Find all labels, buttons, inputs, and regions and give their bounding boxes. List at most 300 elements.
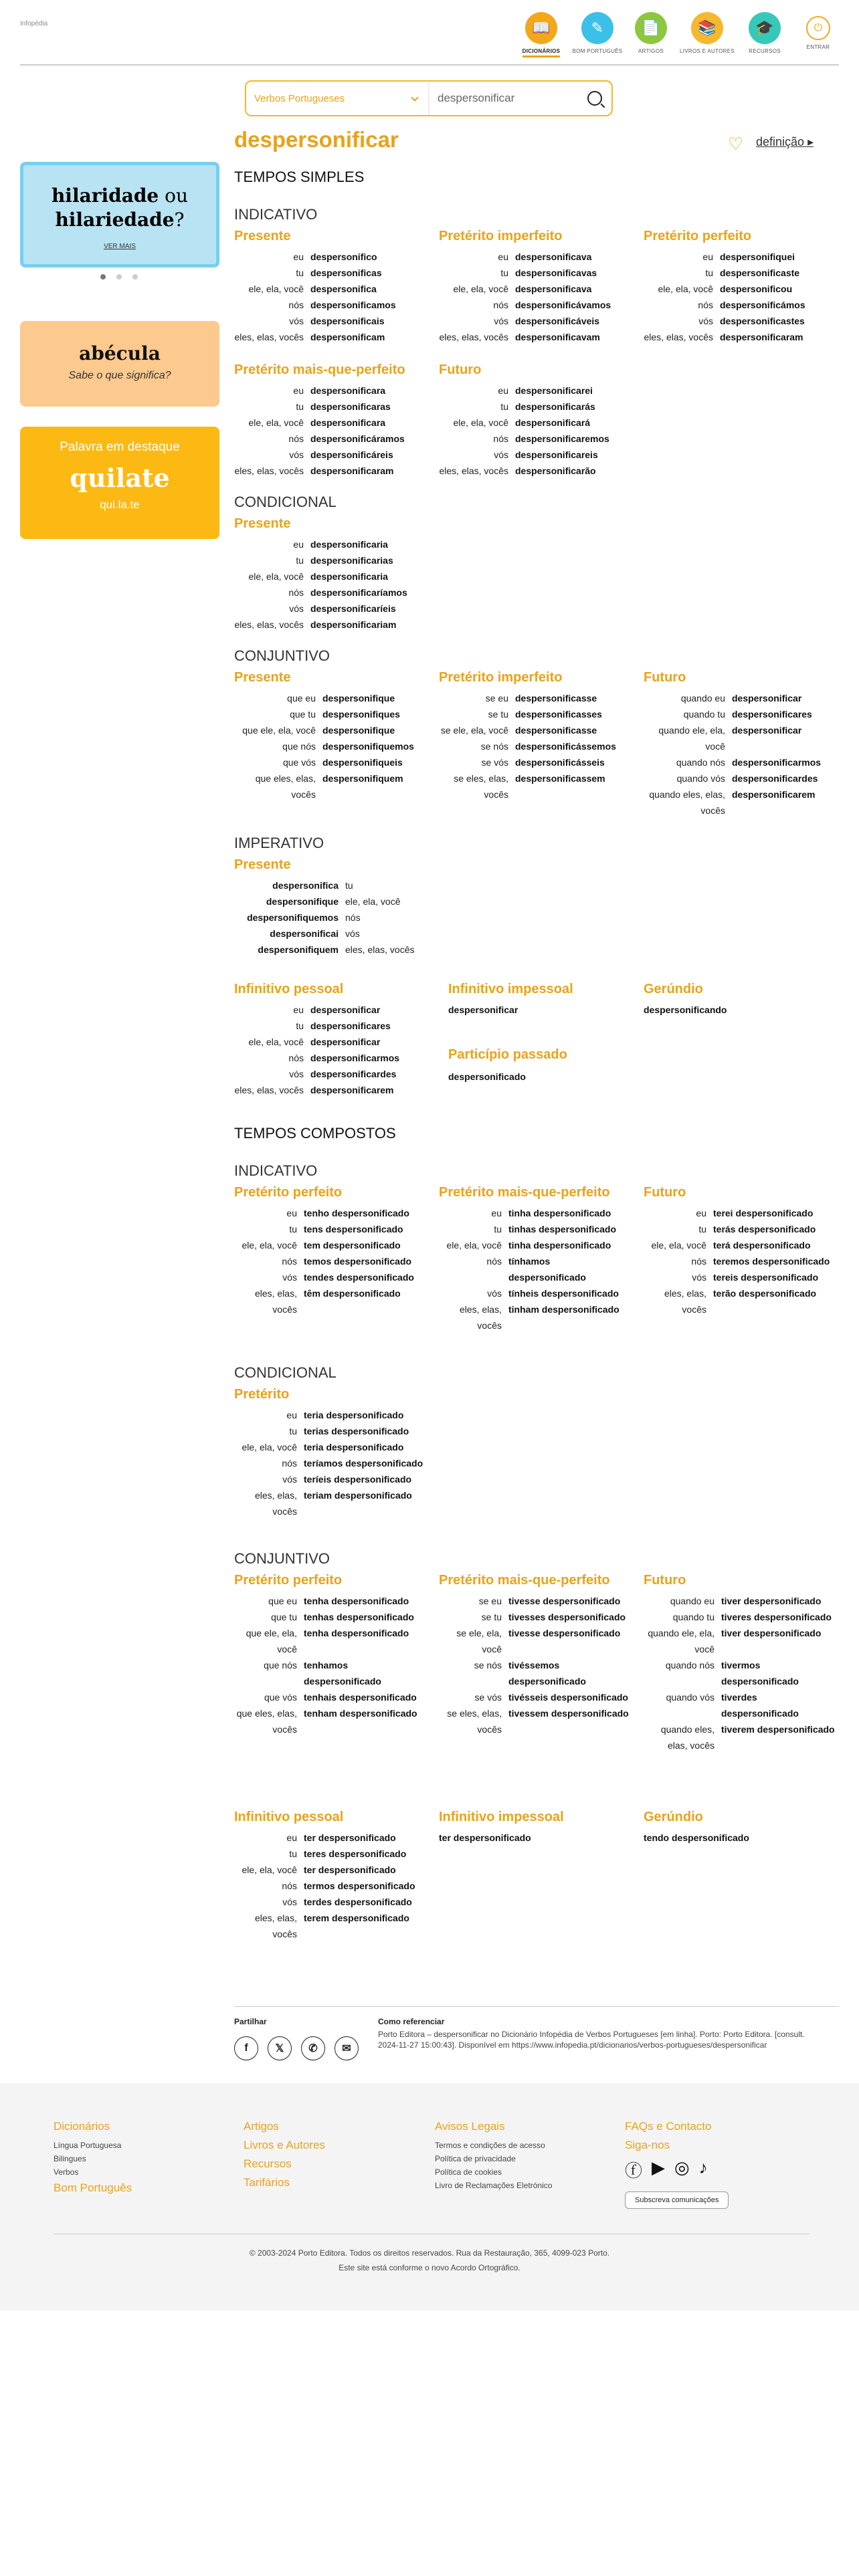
promo-palavra-destaque[interactable] [20, 427, 219, 539]
indicativo-heading: INDICATIVO [234, 206, 318, 223]
conj-table [439, 249, 611, 345]
conj-person: eles, elas, vocês [254, 1288, 297, 1315]
conj-person: eu [491, 1208, 502, 1218]
conj-row [234, 1862, 424, 1878]
conj-person: vós [494, 316, 508, 326]
conj-row [644, 1689, 835, 1721]
carousel-dot[interactable] [116, 274, 122, 280]
conj-row [644, 1657, 835, 1689]
pencil-icon: ✎ [581, 12, 613, 44]
conj-row [644, 1253, 834, 1269]
conj-row [234, 1002, 399, 1018]
section-title: Pretérito perfeito [234, 1573, 343, 1588]
conj-row [439, 770, 616, 802]
section-title: Presente [234, 516, 291, 531]
footer-link[interactable]: Bom Português [54, 2181, 132, 2194]
conj-row [439, 1705, 629, 1737]
nav-livros-autores[interactable] [678, 12, 736, 54]
conj-person: se tu [481, 1612, 502, 1622]
heart-icon[interactable]: ♡ [728, 134, 744, 154]
footer-link[interactable]: Política de cookies [435, 2167, 502, 2177]
conj-person: ele, ela, você [248, 284, 304, 294]
conj-form: despersonifica [310, 284, 377, 294]
conj-person: quando vós [666, 1692, 714, 1703]
conj-row [439, 383, 609, 399]
social-icons [625, 2157, 729, 2182]
footer-link[interactable]: Bilingues [54, 2154, 86, 2163]
conj-form: despersonifiquemos [247, 912, 339, 923]
conj-form: teríamos despersonificado [304, 1458, 423, 1469]
section-title: Infinitivo pessoal [234, 1810, 344, 1824]
conj-person: que tu [290, 709, 316, 720]
conj-row [234, 1455, 424, 1471]
conj-row [644, 281, 805, 297]
nav-bom-portugues[interactable] [569, 12, 626, 54]
conj-row [234, 770, 414, 802]
conj-form: tiver despersonificado [721, 1596, 822, 1606]
share-icons [234, 2036, 359, 2060]
conj-row [234, 1407, 424, 1423]
conj-form: despersonificara [310, 417, 386, 428]
conj-row [234, 1689, 424, 1705]
conj-person: se nós [474, 1660, 502, 1671]
conj-row [234, 1609, 424, 1625]
conj-form: tivesse despersonificado [508, 1596, 621, 1606]
conj-person: vós [487, 1288, 502, 1299]
conj-person: tu [289, 1848, 297, 1859]
conj-row [644, 265, 805, 281]
condicional-heading: CONDICIONAL [234, 1364, 337, 1381]
conj-person: eu [286, 1208, 297, 1218]
section-title: Gerúndio [644, 1810, 703, 1824]
conj-person: nós [288, 433, 304, 444]
conj-person: tu [296, 401, 304, 412]
conj-row [234, 1878, 424, 1894]
conj-person: quando ele, ela, você [658, 725, 725, 752]
conj-form: tivessem despersonificado [508, 1708, 629, 1719]
nav-entrar[interactable] [789, 12, 847, 50]
conj-person: eu [498, 251, 508, 262]
conj-row [439, 1253, 629, 1285]
conj-person: quando nós [676, 757, 725, 768]
conj-form: despersonificai [270, 928, 339, 939]
conj-person: tu [289, 1426, 297, 1436]
share-label: Partilhar [234, 2017, 267, 2026]
conj-form: tenhas despersonificado [304, 1612, 414, 1622]
conj-row [234, 552, 407, 568]
conj-form: despersonificais [310, 316, 385, 326]
conj-person: eles, elas, vocês [439, 465, 508, 476]
conj-row [234, 909, 421, 926]
dictionary-icon: 📖 [525, 12, 557, 44]
conj-person: se eles, elas, vocês [447, 1708, 502, 1735]
conj-table [234, 1593, 424, 1737]
conj-form: tivesses despersonificado [508, 1612, 626, 1622]
conj-row [439, 249, 611, 265]
conj-row [234, 1487, 424, 1519]
conj-person: nós [288, 1053, 304, 1063]
conj-person: quando ele, ela, você [648, 1628, 714, 1654]
conj-row [234, 1066, 399, 1082]
conj-form: despersonificava [515, 284, 592, 294]
conj-row [234, 1846, 424, 1862]
conj-person: vós [282, 1897, 297, 1907]
footer-link[interactable]: Tarifários [244, 2176, 290, 2189]
conj-person: ele, ela, você [446, 1240, 502, 1251]
section-title: Infinitivo impessoal [439, 1810, 564, 1824]
conj-row [644, 722, 821, 754]
conj-row [644, 1721, 835, 1753]
conj-form: despersonificara [310, 385, 386, 396]
facebook-icon[interactable]: f [234, 2036, 258, 2060]
conj-person: quando eles, elas, vocês [649, 789, 725, 816]
promo-abecula[interactable] [20, 321, 219, 407]
conj-person: eles, elas, vocês [254, 1913, 297, 1939]
section-title: Pretérito imperfeito [439, 670, 563, 685]
conj-person: ele, ela, você [242, 1864, 297, 1875]
conj-form: terdes despersonificado [304, 1897, 412, 1907]
conj-person: nós [493, 300, 508, 310]
youtube-icon[interactable]: ▶ [652, 2157, 666, 2177]
section-title: Futuro [439, 362, 482, 377]
conj-form: tem despersonificado [304, 1240, 401, 1251]
dictionary-select-value: Verbos Portugueses [254, 92, 345, 104]
conj-table [644, 249, 805, 345]
conj-person: nós [282, 1458, 297, 1469]
conj-form: despersonificaras [310, 401, 391, 412]
conj-row [234, 463, 405, 479]
conj-form: tenho despersonificado [304, 1208, 409, 1218]
carousel-dots [100, 274, 138, 280]
search-input[interactable] [430, 92, 577, 105]
tiktok-icon[interactable]: ♪ [698, 2157, 708, 2177]
conj-person: eu [286, 1832, 297, 1843]
page-title: despersonificar [234, 127, 399, 152]
conj-person: vós [289, 1069, 304, 1079]
conj-row [644, 786, 821, 819]
nav-artigos[interactable] [622, 12, 680, 54]
conj-form: despersonificarás [515, 401, 595, 412]
email-icon[interactable]: ✉ [335, 2036, 359, 2060]
conj-form: despersonificares [310, 1021, 391, 1031]
imperativo-heading: IMPERATIVO [234, 835, 324, 851]
facebook-icon[interactable]: ⓕ [625, 2161, 643, 2181]
ver-mais-link[interactable]: VER MAIS [104, 243, 136, 250]
footer-col-avisos [435, 2120, 552, 2192]
x-icon[interactable]: 𝕏 [268, 2036, 292, 2060]
conj-person: que ele, ela, você [242, 725, 316, 736]
header-divider [20, 64, 839, 66]
conj-form: tereis despersonificado [713, 1272, 819, 1283]
nav-label: BOM PORTUGUÊS [572, 48, 623, 54]
conj-row [234, 1269, 424, 1285]
conj-form: tínhamos despersonificado [508, 1256, 586, 1283]
conj-person: que ele, ela, você [246, 1628, 297, 1654]
section-title: Pretérito perfeito [644, 229, 752, 243]
conj-row [439, 313, 611, 329]
conj-row [439, 415, 609, 431]
section-title: Pretérito mais-que-perfeito [439, 1185, 610, 1200]
conj-row [234, 1050, 399, 1066]
conj-form: despersonificaram [310, 465, 394, 476]
infopedia-logo[interactable]: Infopédia [20, 20, 48, 27]
conj-person: eles, elas, vocês [644, 332, 713, 342]
conj-row [234, 399, 405, 415]
conj-person: que nós [264, 1660, 297, 1671]
conj-form: despersonificar [310, 1004, 381, 1015]
conj-form: tivéssemos despersonificado [508, 1660, 586, 1687]
conj-person: que eles, elas, vocês [236, 1708, 297, 1735]
conj-person: vós [282, 1474, 297, 1485]
conj-form: despersonifique [322, 693, 395, 704]
footer-link[interactable]: Recursos [244, 2157, 292, 2170]
conj-row [439, 690, 616, 706]
conj-person: ele, ela, você [248, 417, 304, 428]
conj-row [439, 706, 616, 722]
conj-form: despersonificareis [515, 449, 598, 460]
dictionary-select[interactable] [246, 82, 430, 115]
infinitivo-impessoal-value: despersonificar [448, 1004, 518, 1015]
conj-row [644, 329, 805, 345]
conj-form: despersonificarem [732, 789, 816, 800]
conj-form: despersonifiqueis [322, 757, 403, 768]
footer-link[interactable]: Língua Portuguesa [54, 2141, 122, 2150]
login-icon: ⏻ [806, 16, 830, 40]
conj-person: eles, elas, vocês [459, 1304, 502, 1331]
conj-person: eles, elas, vocês [664, 1288, 706, 1315]
conj-form: despersonificaria [310, 539, 388, 550]
conj-row [234, 738, 414, 754]
conj-form: despersonificavas [515, 267, 597, 278]
conj-form: despersonificarei [515, 385, 593, 396]
conj-form: teria despersonificado [304, 1410, 404, 1420]
conj-row [644, 249, 805, 265]
conj-row [234, 313, 396, 329]
conj-person: vós [345, 928, 360, 939]
conj-person: quando nós [665, 1660, 714, 1671]
conj-row [234, 722, 414, 738]
conj-form: despersonificar [732, 693, 802, 704]
conj-row [439, 1625, 629, 1657]
conj-form: tivermos despersonificado [721, 1660, 799, 1687]
whatsapp-icon[interactable]: ✆ [301, 2036, 325, 2060]
conj-form: despersonificáreis [310, 449, 393, 460]
footer-link[interactable]: Política de privacidade [435, 2154, 516, 2163]
conj-person: nós [691, 1256, 706, 1267]
conj-person: se eu [478, 1596, 502, 1606]
footer-link[interactable]: FAQs e Contacto [625, 2120, 712, 2133]
conj-person: quando vós [676, 773, 725, 784]
conj-form: teríeis despersonificado [304, 1474, 412, 1485]
conj-form: teres despersonificado [304, 1848, 407, 1859]
conj-person: vós [289, 316, 304, 326]
conj-row [644, 1285, 834, 1317]
conj-form: teriam despersonificado [304, 1490, 412, 1501]
conj-table [234, 1002, 399, 1098]
conj-person: ele, ela, você [651, 1240, 706, 1251]
conj-form: despersonificáramos [310, 433, 405, 444]
promo-word: quilate [70, 463, 170, 493]
participio-value: despersonificado [448, 1071, 526, 1082]
conj-row [439, 329, 611, 345]
footer-link[interactable]: Avisos Legais [435, 2120, 505, 2133]
conj-person: vós [698, 316, 713, 326]
conj-table [234, 1830, 424, 1942]
conj-row [234, 942, 421, 958]
conj-person: ele, ela, você [453, 417, 508, 428]
section-title: Pretérito perfeito [234, 1185, 343, 1200]
conj-row [644, 754, 821, 770]
conj-row [234, 1894, 424, 1910]
conj-table [234, 536, 407, 633]
instagram-icon[interactable]: ◎ [674, 2157, 690, 2177]
conj-person: ele, ela, você [345, 896, 401, 907]
conj-row [439, 1609, 629, 1625]
conj-row [234, 1625, 424, 1657]
conj-row [439, 431, 609, 447]
indicativo-heading: INDICATIVO [234, 1162, 318, 1179]
conj-person: ele, ela, você [248, 1037, 304, 1047]
conj-person: que eles, elas, vocês [255, 773, 316, 800]
conj-form: despersonifica [272, 880, 339, 891]
conj-form: despersonificastes [720, 316, 805, 326]
footer-link[interactable]: Livro de Reclamações Eletrónico [435, 2181, 553, 2190]
conj-person: eu [498, 385, 508, 396]
copyright: © 2003-2024 Porto Editora. Todos os direitos reservados. Rua da Restauração, 365, 4099-023 Porto. [249, 2248, 610, 2258]
conj-row [234, 893, 421, 909]
carousel-dot[interactable] [132, 274, 138, 280]
conj-row [234, 1205, 424, 1221]
conj-form: despersonificariam [310, 619, 397, 630]
conj-row [439, 1205, 629, 1221]
conj-person: tu [289, 1224, 297, 1235]
conjuntivo-heading: CONJUNTIVO [234, 647, 330, 664]
conj-form: terem despersonificado [304, 1913, 409, 1923]
gerundio-value: tendo despersonificado [644, 1832, 749, 1843]
promo-subtitle: Sabe o que significa? [68, 370, 171, 381]
tempos-compostos-heading: TEMPOS COMPOSTOS [234, 1125, 396, 1142]
conj-row [234, 1439, 424, 1455]
conj-person: tu [296, 267, 304, 278]
acordo-ortografico-note: Este site está conforme o novo Acordo Ortográfico. [339, 2263, 520, 2272]
conj-row [234, 1657, 424, 1689]
conj-table [644, 1593, 835, 1753]
conj-person: tu [698, 1224, 706, 1235]
conj-form: têm despersonificado [304, 1288, 401, 1299]
conj-form: tenhais despersonificado [304, 1692, 417, 1703]
section-title: Pretérito mais-que-perfeito [439, 1573, 610, 1588]
conj-form: teria despersonificado [304, 1442, 404, 1453]
footer-link[interactable]: Termos e condições de acesso [435, 2141, 545, 2150]
conj-form: despersonificámos [720, 300, 805, 310]
conj-row [234, 249, 396, 265]
conj-person: eu [293, 539, 304, 550]
conj-person: nós [698, 300, 713, 310]
footer-link[interactable]: Artigos [244, 2120, 279, 2133]
promo-question: hilaridade ou hilariedade? [51, 185, 189, 231]
conj-row [234, 329, 396, 345]
conj-row [644, 1237, 834, 1253]
conj-person: eu [286, 1410, 297, 1420]
nav-dicionarios[interactable] [512, 12, 570, 58]
nav-recursos[interactable] [736, 12, 793, 54]
conj-form: tinhas despersonificado [508, 1224, 617, 1235]
conj-person: ele, ela, você [242, 1442, 297, 1453]
conj-row [234, 265, 396, 281]
conj-row [439, 754, 616, 770]
share-divider [234, 2006, 839, 2007]
conj-row [644, 1625, 835, 1657]
conj-row [234, 281, 396, 297]
conj-row [439, 281, 611, 297]
conj-person: ele, ela, você [658, 284, 713, 294]
conj-form: despersonificarias [310, 555, 393, 566]
definicao-link[interactable]: definição ▸ [756, 135, 814, 149]
conj-form: terei despersonificado [713, 1208, 814, 1218]
conj-row [234, 1910, 424, 1942]
conj-row [234, 568, 407, 584]
conj-person: nós [282, 1256, 297, 1267]
conj-row [439, 447, 609, 463]
conj-form: despersonificas [310, 267, 382, 278]
conj-person: vós [282, 1272, 297, 1283]
graduation-icon: 🎓 [749, 12, 781, 44]
conj-form: despersonificava [515, 251, 592, 262]
search-icon[interactable] [587, 91, 602, 106]
conj-form: despersonificavam [515, 332, 600, 342]
conj-person: vós [289, 449, 304, 460]
nav-label: RECURSOS [749, 48, 781, 54]
conj-row [644, 1205, 834, 1221]
conj-table [234, 383, 405, 479]
conj-person: tu [500, 401, 508, 412]
conj-person: se tu [488, 709, 508, 720]
conj-row [439, 1237, 629, 1253]
conj-form: ter despersonificado [304, 1864, 396, 1875]
conj-form: despersonificáveis [515, 316, 600, 326]
conj-person: se eu [485, 693, 508, 704]
cite-label: Como referenciar [378, 2017, 445, 2026]
conj-form: terão despersonificado [713, 1288, 817, 1299]
subscribe-button[interactable]: Subscreva comunicações [625, 2191, 729, 2209]
nav-label: LIVROS E AUTORES [679, 48, 735, 54]
conj-person: se ele, ela, você [456, 1628, 502, 1654]
conj-form: despersonificaremos [515, 433, 609, 444]
nav-label: DICIONÁRIOS [522, 48, 561, 58]
conj-row [644, 770, 821, 786]
gerundio-value: despersonificando [644, 1004, 727, 1015]
conj-form: despersonificasse [515, 693, 597, 704]
conj-form: despersonifiquem [322, 773, 403, 784]
footer-link[interactable]: Livros e Autores [244, 2139, 325, 2151]
section-title: Infinitivo impessoal [448, 982, 573, 996]
conj-form: despersonificaríamos [310, 587, 407, 598]
footer-link[interactable]: Dicionários [54, 2120, 110, 2133]
conj-row [439, 265, 611, 281]
conj-row [644, 690, 821, 706]
conj-row [234, 617, 407, 633]
conj-row [234, 690, 414, 706]
conj-form: tínheis despersonificado [508, 1288, 619, 1299]
footer-link[interactable]: Verbos [54, 2167, 79, 2177]
conj-row [234, 1593, 424, 1609]
conj-person: ele, ela, você [242, 1240, 297, 1251]
promo-hilaridade[interactable] [20, 162, 219, 267]
conj-row [439, 399, 609, 415]
conj-person: eles, elas, vocês [234, 1085, 304, 1095]
carousel-dot[interactable] [100, 274, 106, 280]
conj-form: tiver despersonificado [721, 1628, 822, 1638]
